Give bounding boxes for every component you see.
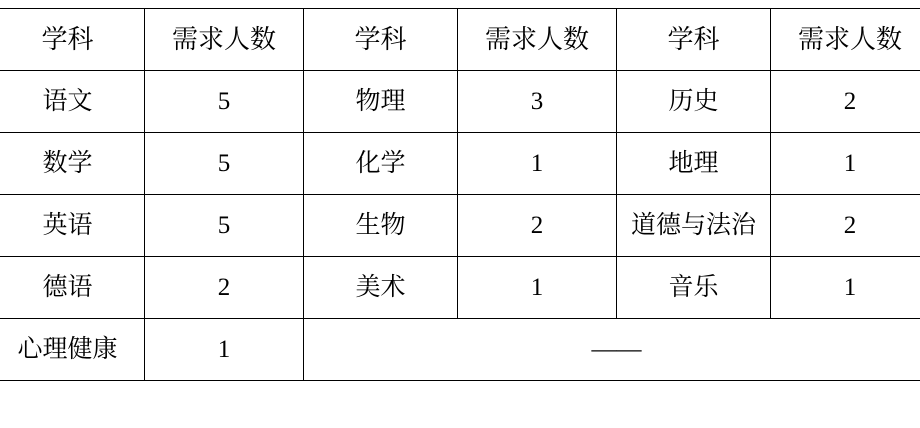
cell-subject: 地理 — [617, 133, 771, 195]
table-header-row — [0, 9, 920, 71]
column-header-count-3: 需求人数 — [771, 9, 920, 71]
column-header-subject-2: 学科 — [304, 9, 458, 71]
column-header-count-1: 需求人数 — [145, 9, 304, 71]
table-row — [0, 257, 920, 319]
column-header-count-2: 需求人数 — [458, 9, 617, 71]
table-row — [0, 195, 920, 257]
cell-count: 1 — [145, 319, 304, 381]
cell-subject: 心理健康 — [0, 319, 145, 381]
cell-count: 2 — [771, 195, 920, 257]
cell-count: 5 — [145, 71, 304, 133]
cell-subject: 化学 — [304, 133, 458, 195]
cell-count: 2 — [771, 71, 920, 133]
column-header-subject-3: 学科 — [617, 9, 771, 71]
cell-subject: 德语 — [0, 257, 145, 319]
cell-count: 1 — [771, 257, 920, 319]
cell-subject: 历史 — [617, 71, 771, 133]
cell-count: 2 — [458, 195, 617, 257]
table-row — [0, 133, 920, 195]
cell-count: 5 — [145, 133, 304, 195]
cell-subject: 语文 — [0, 71, 145, 133]
subject-demand-table — [0, 8, 920, 381]
cell-subject: 物理 — [304, 71, 458, 133]
cell-subject: 道德与法治 — [617, 195, 771, 257]
cell-merged-dash: —— — [304, 319, 920, 381]
cell-subject: 音乐 — [617, 257, 771, 319]
cell-count: 1 — [458, 257, 617, 319]
cell-subject: 数学 — [0, 133, 145, 195]
cell-subject: 生物 — [304, 195, 458, 257]
column-header-subject-1: 学科 — [0, 9, 145, 71]
cell-subject: 美术 — [304, 257, 458, 319]
table-row — [0, 71, 920, 133]
table-row-last — [0, 319, 920, 381]
cell-count: 1 — [458, 133, 617, 195]
cell-count: 1 — [771, 133, 920, 195]
cell-count: 3 — [458, 71, 617, 133]
cell-subject: 英语 — [0, 195, 145, 257]
cell-count: 5 — [145, 195, 304, 257]
cell-count: 2 — [145, 257, 304, 319]
